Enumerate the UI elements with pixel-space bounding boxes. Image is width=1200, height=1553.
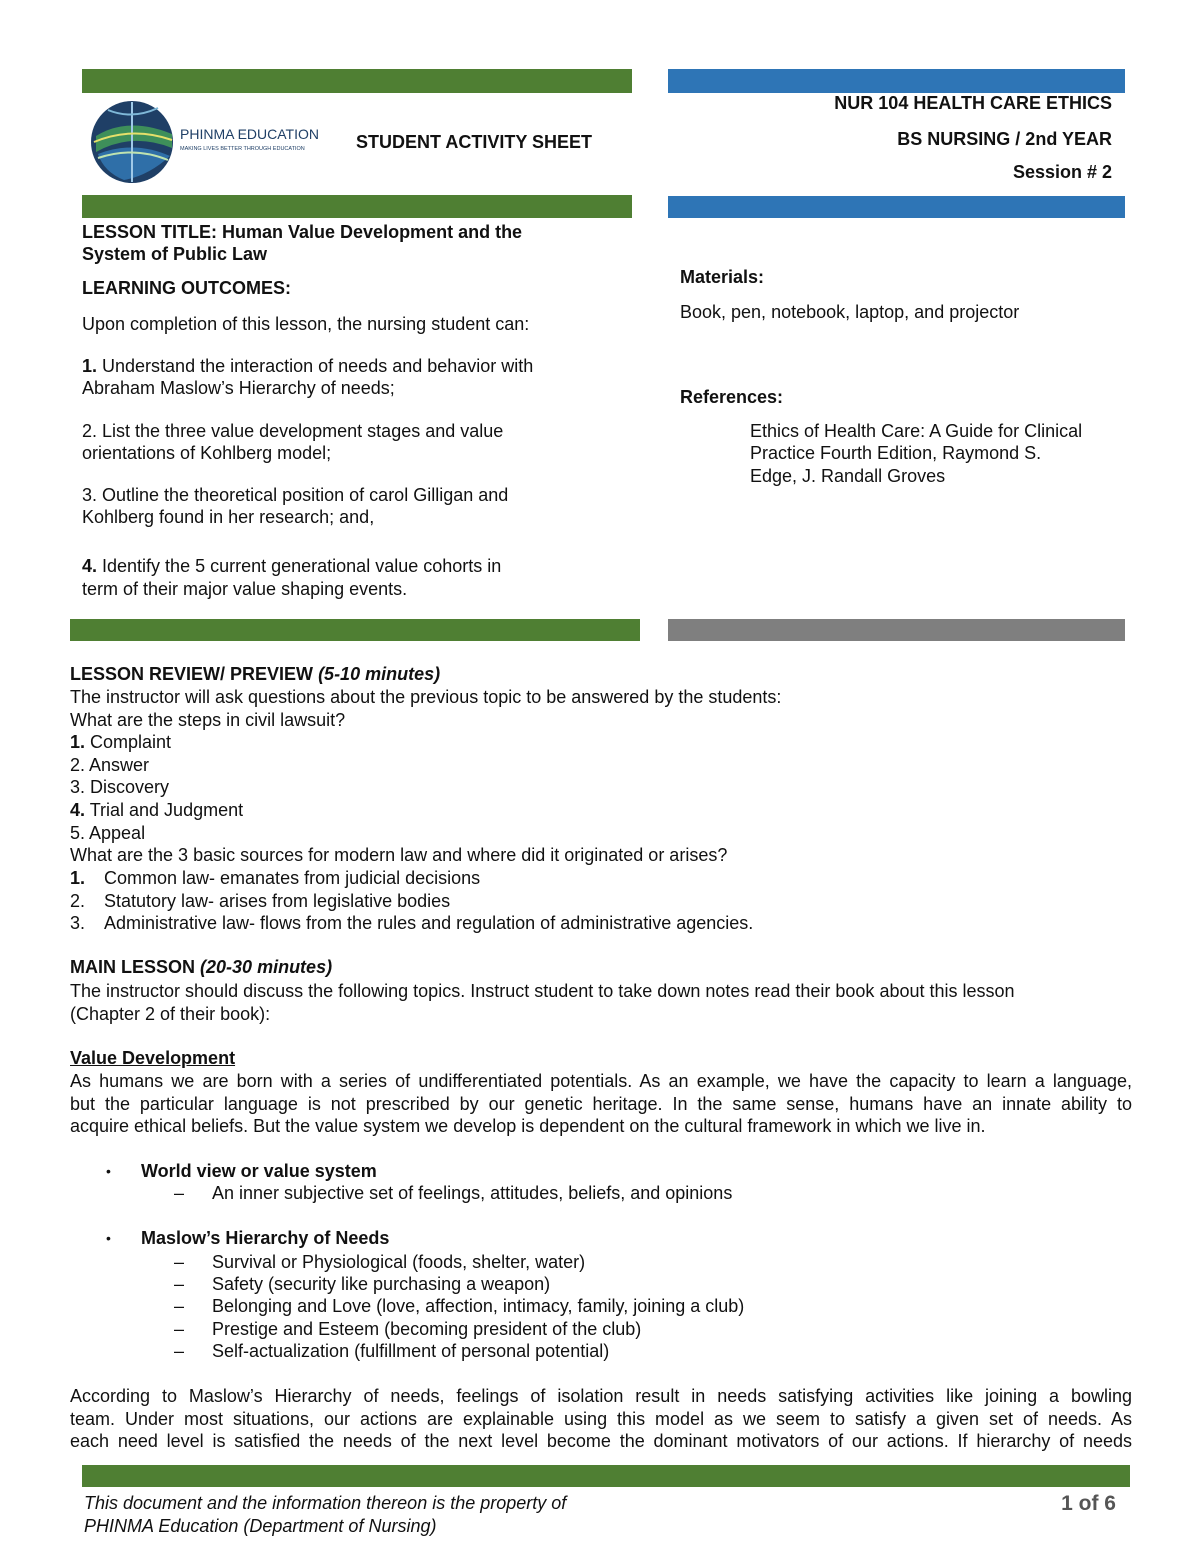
paragraph-line: team. Under most situations, our actions are explainable using this model as we seem to satisfy a given set of needs. As [70, 1409, 1132, 1429]
review-question: What are the 3 basic sources for modern law and where did it originated or arises? [70, 845, 728, 865]
review-step: 4. Trial and Judgment [70, 800, 244, 820]
header-bar-top-right [668, 69, 1125, 93]
main-lesson-intro: The instructor should discuss the following topics. Instruct student to take down notes read their book about this lesson [70, 981, 1015, 1001]
outcome-item-cont: Abraham Maslow’s Hierarchy of needs; [82, 378, 395, 398]
outcome-item: 2. List the three value development stages and value [82, 421, 504, 441]
review-step: 2. Answer [70, 755, 150, 775]
paragraph-line: As humans we are born with a series of undifferentiated potentials. As an example, we have the capacity to learn a language, [70, 1071, 1132, 1091]
sub-bullet: An inner subjective set of feelings, attitudes, beliefs, and opinions [212, 1183, 733, 1203]
reference-line: Practice Fourth Edition, Raymond S. [750, 443, 1042, 463]
section-divider-right [668, 619, 1125, 641]
page-number: 1 of 6 [1061, 1492, 1116, 1515]
paragraph-line: acquire ethical beliefs. But the value system we develop is dependent on the cultural framework in which we live in. [70, 1116, 986, 1136]
sub-bullet: Prestige and Esteem (becoming president of the club) [212, 1319, 642, 1339]
review-question: What are the steps in civil lawsuit? [70, 710, 346, 730]
footer-ownership: This document and the information thereon is the property of [84, 1493, 567, 1513]
value-development-heading: Value Development [70, 1048, 236, 1068]
brand-name: PHINMA EDUCATION [180, 126, 319, 142]
review-heading: LESSON REVIEW/ PREVIEW (5-10 minutes) [70, 664, 441, 684]
outcome-item-cont: term of their major value shaping events. [82, 579, 408, 599]
outcome-item-cont: Kohlberg found in her research; and, [82, 507, 375, 527]
bullet-title: World view or value system [141, 1161, 377, 1181]
dash-icon: – [174, 1183, 185, 1203]
phinma-logo [88, 96, 328, 188]
references-heading: References: [680, 387, 784, 407]
review-source: 2. Statutory law- arises from legislative bodies [70, 891, 451, 911]
bullet-title: Maslow’s Hierarchy of Needs [141, 1228, 390, 1248]
reference-line: Edge, J. Randall Groves [750, 466, 946, 486]
materials-text: Book, pen, notebook, laptop, and projector [680, 302, 1020, 322]
dash-icon: – [174, 1252, 185, 1272]
paragraph-line: but the particular language is not prescribed by our genetic heritage. In the same sense, humans have an innate ability to [70, 1094, 1132, 1114]
review-step: 1. Complaint [70, 732, 172, 752]
review-step: 5. Appeal [70, 823, 146, 843]
paragraph-line: each need level is satisfied the needs of the next level become the dominant motivators of our actions. If hierarchy of needs [70, 1431, 1132, 1451]
lesson-title-line2: System of Public Law [82, 244, 268, 264]
review-source: 1. Common law- emanates from judicial decisions [70, 868, 481, 888]
course-title: NUR 104 HEALTH CARE ETHICS [834, 93, 1112, 113]
outcomes-intro: Upon completion of this lesson, the nursing student can: [82, 314, 530, 334]
program-label: BS NURSING / 2nd YEAR [897, 129, 1112, 149]
footer-bar [82, 1465, 1130, 1487]
sub-bullet: Survival or Physiological (foods, shelter, water) [212, 1252, 586, 1272]
main-lesson-heading: MAIN LESSON (20-30 minutes) [70, 957, 333, 977]
brand-tagline: MAKING LIVES BETTER THROUGH EDUCATION [180, 146, 305, 152]
main-lesson-intro-cont: (Chapter 2 of their book): [70, 1004, 271, 1024]
sub-bullet: Self-actualization (fulfillment of personal potential) [212, 1341, 610, 1361]
bullet-dot-icon: • [106, 1230, 111, 1246]
section-divider-left [70, 619, 640, 641]
lesson-title-line1: LESSON TITLE: Human Value Development and the [82, 222, 523, 242]
review-step: 3. Discovery [70, 777, 170, 797]
header-bar-top-left [82, 69, 632, 93]
sheet-title: STUDENT ACTIVITY SHEET [356, 132, 593, 152]
phinma-logo-icon [88, 96, 178, 188]
reference-line: Ethics of Health Care: A Guide for Clinical [750, 421, 1083, 441]
outcome-item-cont: orientations of Kohlberg model; [82, 443, 332, 463]
footer-ownership-cont: PHINMA Education (Department of Nursing) [84, 1516, 437, 1536]
review-intro: The instructor will ask questions about the previous topic to be answered by the students: [70, 687, 782, 707]
materials-heading: Materials: [680, 267, 765, 287]
outcome-item: 4. Identify the 5 current generational value cohorts in [82, 556, 502, 576]
outcome-item: 1. Understand the interaction of needs and behavior with [82, 356, 534, 376]
session-label: Session # 2 [1012, 162, 1112, 182]
dash-icon: – [174, 1274, 185, 1294]
outcomes-heading: LEARNING OUTCOMES: [82, 278, 291, 298]
paragraph-line: According to Maslow’s Hierarchy of needs, feelings of isolation result in needs satisfying activities like joining a bowling [70, 1386, 1132, 1406]
outcome-item: 3. Outline the theoretical position of carol Gilligan and [82, 485, 509, 505]
sub-bullet: Belonging and Love (love, affection, intimacy, family, joining a club) [212, 1296, 745, 1316]
bullet-dot-icon: • [106, 1163, 111, 1179]
header-bar-bottom-right [668, 196, 1125, 218]
review-source: 3. Administrative law- flows from the rules and regulation of administrative agencies. [70, 913, 754, 933]
header-bar-bottom-left [82, 195, 632, 218]
dash-icon: – [174, 1296, 185, 1316]
dash-icon: – [174, 1341, 185, 1361]
dash-icon: – [174, 1319, 185, 1339]
sub-bullet: Safety (security like purchasing a weapon) [212, 1274, 551, 1294]
